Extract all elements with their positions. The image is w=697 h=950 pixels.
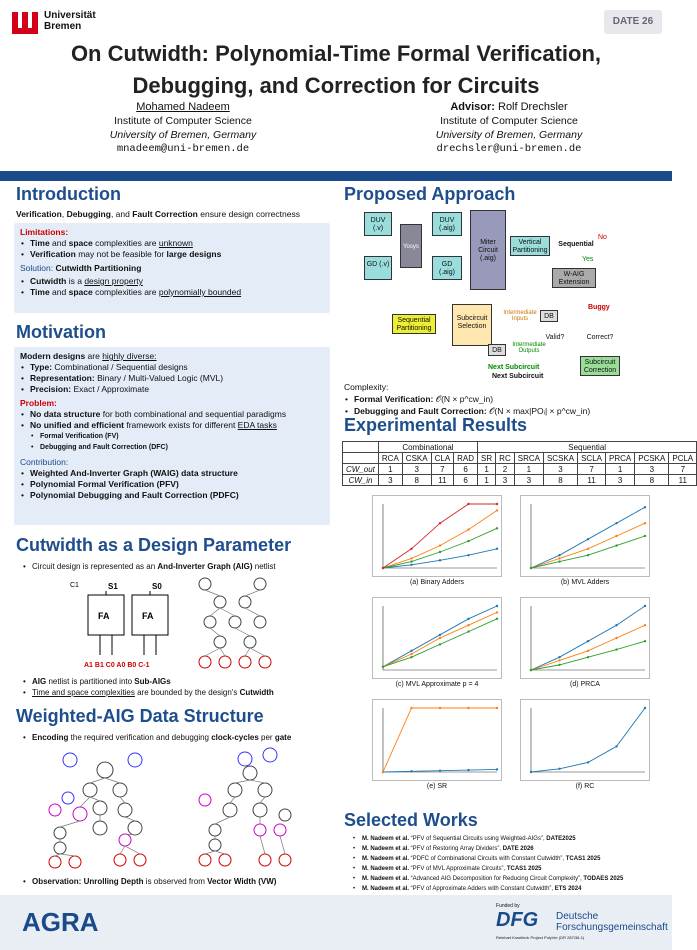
- selected-works-list: [352, 834, 662, 894]
- column-header: PRCA: [606, 453, 635, 464]
- data-point: [530, 771, 532, 773]
- yes-label: Yes: [582, 256, 594, 263]
- data-point: [496, 618, 498, 620]
- project-line: Reinhart Koselleck Project PolyVer (DR 287/36-1): [496, 935, 585, 940]
- data-point: [410, 650, 412, 652]
- yosys-box: Yosys: [400, 224, 422, 268]
- plot-caption: (a) Binary Adders: [409, 579, 465, 586]
- waig-graph-right: [185, 745, 305, 870]
- series-line: [531, 523, 645, 568]
- list-item: • M. Nadeem et al. “PFV of MVL Approximate Circuits”, TCAS1 2025: [352, 864, 662, 874]
- duv-v-box: DUV (.v): [364, 212, 392, 236]
- data-point: [615, 745, 617, 747]
- table-cell: 3: [496, 475, 515, 486]
- data-point: [496, 548, 498, 550]
- data-point: [439, 634, 441, 636]
- list-item: • No unified and efficient framework exists for different EDA tasks: [20, 420, 324, 431]
- plot-caption: (d) PRCA: [570, 681, 600, 688]
- university-logo: [10, 8, 110, 38]
- cutwidth-bullet1: • Circuit design is represented as an And-Inverter Graph (AIG) netlist: [22, 561, 276, 572]
- data-point: [496, 503, 498, 505]
- table-cell: 1: [478, 475, 496, 486]
- data-point: [467, 503, 469, 505]
- series-line: [531, 625, 645, 670]
- list-item: • No data structure for both combinational and sequential paradigms: [20, 409, 324, 420]
- data-point: [587, 554, 589, 556]
- table-cell: 7: [669, 464, 697, 475]
- c1-label: C1: [70, 582, 79, 589]
- table-cell: 11: [431, 475, 454, 486]
- list-item: • Verification may not be feasible for large designs: [20, 249, 324, 260]
- author-name: Mohamed Nadeem: [136, 101, 230, 113]
- seq-partitioning-box: Sequential Partitioning: [392, 314, 436, 334]
- advisor-inst: Institute of Computer Science: [440, 115, 578, 127]
- intro-sentence: Verification, Debugging, and Fault Correction ensure design correctness: [16, 209, 300, 219]
- approach-heading: Proposed Approach: [344, 184, 516, 204]
- series-line: [531, 606, 645, 670]
- solution-label: Solution:: [20, 263, 54, 273]
- contribution-label: Contribution:: [20, 457, 69, 467]
- data-point: [530, 567, 532, 569]
- data-point: [587, 650, 589, 652]
- data-point: [439, 770, 441, 772]
- waig-graph-left: [40, 748, 160, 870]
- data-point: [439, 559, 441, 561]
- data-point: [410, 653, 412, 655]
- table-cell: 1: [478, 464, 496, 475]
- series-line: [383, 708, 497, 772]
- data-point: [410, 770, 412, 772]
- uni-line2: Bremen: [44, 21, 82, 32]
- data-point: [558, 664, 560, 666]
- db-bottom: DB: [488, 344, 506, 356]
- list-item: • Debugging and Fault Correction: 𝒪(N × max|POᵢ| × p^cw_in): [344, 405, 590, 417]
- buggy-label: Buggy: [588, 304, 610, 311]
- plot-caption: (b) MVL Adders: [560, 579, 610, 586]
- table-cell: 11: [669, 475, 697, 486]
- conference-logo: DATE 26: [604, 10, 662, 34]
- full-adder-diagram: [70, 575, 190, 670]
- solution-text: Cutwidth Partitioning: [55, 263, 142, 273]
- agra-logo: AGRA: [22, 907, 99, 937]
- results-heading: Experimental Results: [344, 415, 528, 435]
- series-line: [383, 612, 497, 666]
- table-cell: 3: [514, 475, 543, 486]
- series-line: [531, 641, 645, 670]
- column-header: CLA: [431, 453, 454, 464]
- plot-caption: (f) RC: [575, 783, 595, 790]
- data-point: [496, 605, 498, 607]
- sequential-decision: Sequential: [558, 241, 594, 248]
- table-cell: 8: [635, 475, 669, 486]
- data-point: [644, 535, 646, 537]
- table-cell: 8: [402, 475, 431, 486]
- column-header: SRCA: [514, 453, 543, 464]
- plot-3: [520, 597, 650, 679]
- series-line: [531, 507, 645, 568]
- db-top: DB: [540, 310, 558, 322]
- list-item: • Precision: Exact / Approximate: [20, 384, 324, 395]
- fa-label: FA: [142, 611, 154, 621]
- data-point: [467, 624, 469, 626]
- data-point: [467, 769, 469, 771]
- data-point: [439, 522, 441, 524]
- data-point: [410, 707, 412, 709]
- s1-label: S1: [108, 582, 118, 591]
- plot-0: [372, 495, 502, 577]
- data-point: [410, 548, 412, 550]
- header-divider: [0, 171, 672, 181]
- funded-by: Funded by: [496, 903, 520, 909]
- data-point: [558, 659, 560, 661]
- dfg-name: Deutsche Forschungsgemeinschaft: [556, 911, 668, 933]
- data-point: [382, 771, 384, 773]
- plot-1: [520, 495, 650, 577]
- column-header: PCLA: [669, 453, 697, 464]
- approach-flowchart: [344, 206, 660, 382]
- data-point: [615, 648, 617, 650]
- data-point: [558, 554, 560, 556]
- data-point: [496, 707, 498, 709]
- author-email[interactable]: mnadeem@uni-bremen.de: [116, 143, 250, 155]
- data-point: [496, 611, 498, 613]
- data-point: [467, 707, 469, 709]
- page-title: On Cutwidth: Polynomial-Time Formal Verification, Debugging, and Correction for Circuits: [70, 41, 602, 98]
- list-item: • Formal Verification (FV): [20, 431, 324, 442]
- data-point: [439, 643, 441, 645]
- cutwidth-bullets: • AIG netlist is partitioned into Sub-AIGs • Time and space complexities are bounded by the design's Cutwidth: [22, 676, 274, 698]
- column-header: RAD: [454, 453, 478, 464]
- column-header: RCA: [378, 453, 402, 464]
- motivation-heading: Motivation: [16, 322, 106, 342]
- list-item: • Weighted And-Inverter Graph (WAIG) data structure: [20, 468, 324, 479]
- motivation-box: Modern designs are highly diverse: • Type: Combinational / Sequential designs • Representation: Binary / Multi-Valued Logic (MVL) • Precision: Exact / Approximate Problem: • No data structure for both combinational and sequential paradigms • No unified and efficient framework exists for different EDA tasks • Formal Verification (FV) • Debugging and Fault Correction (DFC) Contribution: • Weighted And-Inverter Graph (WAIG) data structure • Polynomial Formal Verification (PFV) • Polynomial Debugging and Fault Correction (PDFC): [14, 347, 330, 525]
- data-point: [496, 768, 498, 770]
- list-item: • Cutwidth is a design property: [20, 276, 324, 287]
- data-point: [410, 656, 412, 658]
- waig-heading: Weighted-AIG Data Structure: [16, 706, 264, 726]
- problem-label: Problem:: [20, 398, 57, 408]
- list-item: • Polynomial Debugging and Fault Correction (PDFC): [20, 490, 324, 501]
- data-point: [644, 640, 646, 642]
- waig-extension-box: W-AIG Extension: [552, 268, 596, 288]
- data-point: [410, 560, 412, 562]
- intermediate-inputs-label: Intermediate Inputs: [503, 310, 537, 322]
- data-point: [467, 540, 469, 542]
- table-cell: 3: [606, 475, 635, 486]
- table-cell: 3: [543, 464, 577, 475]
- table-cell: 7: [431, 464, 454, 475]
- no-label: No: [598, 234, 607, 241]
- advisor-block: [384, 100, 634, 156]
- data-point: [439, 707, 441, 709]
- group-combinational: Combinational: [378, 442, 477, 453]
- table-cell: 1: [378, 464, 402, 475]
- advisor-email[interactable]: drechsler@uni-bremen.de: [436, 143, 582, 155]
- complexity-block: [344, 381, 590, 417]
- data-point: [587, 656, 589, 658]
- data-point: [530, 669, 532, 671]
- next-subcircuit-2: Next Subcircuit: [492, 373, 544, 380]
- data-point: [558, 656, 560, 658]
- gd-aig-box: GD (.aig): [432, 256, 462, 280]
- column-header: PCSKA: [635, 453, 669, 464]
- data-point: [467, 528, 469, 530]
- correct-decision: Correct?: [586, 334, 614, 341]
- data-point: [615, 535, 617, 537]
- plot-2: [372, 597, 502, 679]
- data-point: [587, 761, 589, 763]
- next-subcircuit-1: Next Subcircuit: [488, 364, 540, 371]
- data-point: [439, 544, 441, 546]
- author-uni: University of Bremen, Germany: [109, 129, 257, 141]
- axes: [531, 504, 645, 568]
- list-item: • Representation: Binary / Multi-Valued Logic (MVL): [20, 373, 324, 384]
- plot-caption: (c) MVL Approximate p = 4: [395, 681, 479, 688]
- list-item: • Time and space complexities are unknown: [20, 238, 324, 249]
- data-point: [410, 564, 412, 566]
- data-point: [615, 544, 617, 546]
- row-label: CW_out: [343, 464, 379, 475]
- table-cell: 3: [635, 464, 669, 475]
- data-point: [644, 506, 646, 508]
- list-item: • Polynomial Formal Verification (PFV): [20, 479, 324, 490]
- table-cell: 3: [402, 464, 431, 475]
- table-cell: 8: [543, 475, 577, 486]
- data-point: [382, 666, 384, 668]
- row-label: CW_in: [343, 475, 379, 486]
- data-point: [439, 551, 441, 553]
- author-inst: Institute of Computer Science: [114, 115, 252, 127]
- dfg-logo: DFG: [496, 909, 539, 931]
- data-point: [382, 567, 384, 569]
- intro-heading: Introduction: [16, 184, 121, 204]
- axes: [531, 606, 645, 670]
- data-point: [467, 554, 469, 556]
- list-item: • Formal Verification: 𝒪(N × p^cw_in): [344, 393, 590, 405]
- data-point: [558, 560, 560, 562]
- column-header: SCLA: [578, 453, 606, 464]
- plot-4: [372, 699, 502, 781]
- limitations-label: Limitations:: [20, 227, 69, 237]
- selected-heading: Selected Works: [344, 810, 478, 830]
- data-point: [615, 624, 617, 626]
- data-point: [644, 605, 646, 607]
- table-cell: 1: [514, 464, 543, 475]
- duv-aig-box: DUV (.aig): [432, 212, 462, 236]
- table-cell: 1: [606, 464, 635, 475]
- list-item: • M. Nadeem et al. “PFV of Approximate Adders with Constant Cutwidth”, ETS 2024: [352, 884, 662, 894]
- data-point: [587, 640, 589, 642]
- gd-v-box: GD (.v): [364, 256, 392, 280]
- list-item: • M. Nadeem et al. “PFV of Sequential Circuits using Weighted-AIGs”, DATE2025: [352, 834, 662, 844]
- footer: [0, 895, 672, 950]
- aig-graph: [190, 572, 285, 672]
- table-cell: 11: [578, 475, 606, 486]
- data-point: [558, 768, 560, 770]
- table-cell: 3: [378, 475, 402, 486]
- data-point: [644, 624, 646, 626]
- data-point: [587, 548, 589, 550]
- data-point: [467, 618, 469, 620]
- list-item: • Time and space complexities are polynomially bounded: [20, 287, 324, 298]
- data-point: [615, 522, 617, 524]
- list-item: • M. Nadeem et al. “Advanced AIG Decomposition for Reducing Circuit Complexity”, TODAES 2025: [352, 874, 662, 884]
- list-item: • Type: Combinational / Sequential designs: [20, 362, 324, 373]
- plot-caption: (e) SR: [426, 783, 448, 790]
- column-header: SR: [478, 453, 496, 464]
- data-point: [439, 637, 441, 639]
- complexity-label: Complexity:: [344, 382, 389, 392]
- data-point: [615, 637, 617, 639]
- column-header: SCSKA: [543, 453, 577, 464]
- advisor-name: Rolf Drechsler: [498, 101, 568, 113]
- data-point: [496, 527, 498, 529]
- data-point: [558, 557, 560, 559]
- vertical-partitioning-box: Vertical Partitioning: [510, 236, 550, 256]
- intro-box: [14, 223, 330, 313]
- subcircuit-correction-box: Subcircuit Correction: [580, 356, 620, 376]
- cutwidth-heading: Cutwidth as a Design Parameter: [16, 535, 292, 555]
- data-point: [587, 538, 589, 540]
- subcircuit-selection-box: Subcircuit Selection: [452, 304, 492, 346]
- logo-mark-icon: [10, 8, 42, 38]
- fa-label: FA: [98, 611, 110, 621]
- table-cell: 7: [578, 464, 606, 475]
- group-sequential: Sequential: [478, 442, 697, 453]
- s0-label: S0: [152, 582, 162, 591]
- valid-decision: Valid?: [545, 334, 565, 341]
- waig-bullet1: • Encoding the required verification and debugging clock-cycles per gate: [22, 732, 291, 743]
- inputs-label: A1 B1 C0 A0 B0 C-1: [84, 662, 150, 669]
- list-item: • Debugging and Fault Correction (DFC): [20, 442, 324, 453]
- table-cell: 2: [496, 464, 515, 475]
- data-point: [644, 707, 646, 709]
- data-point: [644, 522, 646, 524]
- list-item: • M. Nadeem et al. “PFV of Restoring Array Dividers”, DATE 2026: [352, 844, 662, 854]
- data-point: [496, 509, 498, 511]
- table-cell: 6: [454, 475, 478, 486]
- intermediate-outputs-label: Intermediate Outputs: [512, 342, 546, 354]
- advisor-label: Advisor:: [450, 101, 495, 113]
- list-item: • M. Nadeem et al. “PDFC of Combinational Circuits with Constant Cutwidth”, TCAS1 2025: [352, 854, 662, 864]
- cutwidth-table: [342, 441, 697, 486]
- series-line: [531, 536, 645, 568]
- column-header: CSKA: [402, 453, 431, 464]
- column-header: RC: [496, 453, 515, 464]
- author-block: [58, 100, 308, 156]
- miter-box: Miter Circuit (.aig): [470, 210, 506, 290]
- uni-line1: Universität: [44, 10, 96, 21]
- table-cell: 6: [454, 464, 478, 475]
- data-point: [410, 557, 412, 559]
- series-line: [383, 606, 497, 667]
- waig-bullet2: • Observation: Unrolling Depth is observed from Vector Width (VW): [22, 876, 276, 887]
- advisor-uni: University of Bremen, Germany: [435, 129, 583, 141]
- axes: [383, 708, 497, 772]
- data-point: [467, 630, 469, 632]
- plot-5: [520, 699, 650, 781]
